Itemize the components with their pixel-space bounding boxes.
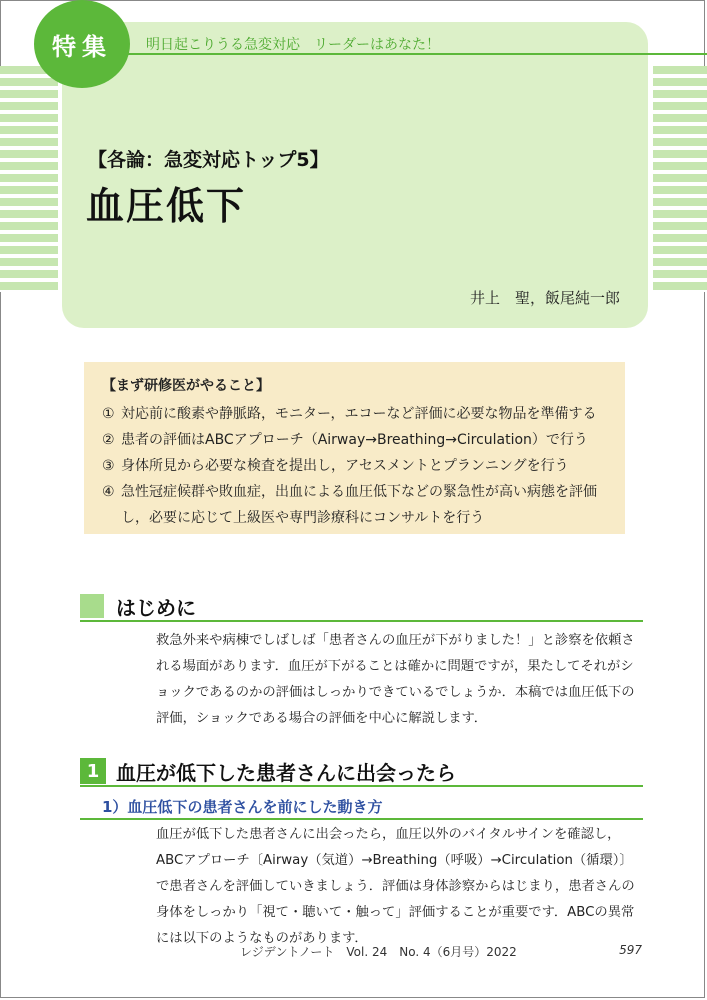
intro-paragraph-block [142, 628, 646, 732]
todo-item-number: ④ [102, 484, 115, 500]
todo-item [102, 479, 611, 531]
todo-item-text: 急性冠症候群や敗血症，出血による血圧低下などの緊急性が高い病態を評価し，必要に応じて上級医や専門診療科にコンサルトを行う [121, 484, 597, 526]
decorative-stripes-left [0, 66, 58, 292]
todo-item [102, 401, 611, 427]
intro-heading-bar [80, 592, 643, 622]
decorative-stripes-right [653, 66, 707, 292]
todo-item-text: 対応前に酸素や静脈路，モニター，エコーなど評価に必要な物品を準備する [121, 406, 597, 422]
todo-item-number: ③ [102, 458, 115, 474]
intro-heading: はじめに [116, 596, 196, 620]
subsection-heading: 1）血圧低下の患者さんを前にした動き方 [102, 798, 383, 816]
intro-paragraph: 救急外来や病棟でしばしば「患者さんの血圧が下がりました！」と診察を依頼される場面があります．血圧が下がることは確かに問題ですが，果たしてそれがショックであるのかの評価はしっかりできているでしょうか．本稿では血圧低下の評価，ショックである場合の評価を中心に解説します． [156, 633, 635, 726]
feature-badge: 特集 [34, 0, 130, 88]
article-authors: 井上 聖，飯尾純一郎 [469, 289, 620, 307]
todo-item-text: 患者の評価はABCアプローチ（Airway→Breathing→Circulation）で行う [121, 432, 588, 448]
todo-item [102, 427, 611, 453]
todo-item-number: ① [102, 406, 115, 422]
subsection-rule [80, 818, 643, 820]
article-subtitle: 【各論：急変対応トップ5】 [88, 149, 329, 171]
section1-paragraph: 血圧が低下した患者さんに出会ったら，血圧以外のバイタルサインを確認し，ABCアプローチ〔Airway（気道）→Breathing（呼吸）→Circulation（循環）〕で患者さんを評価していきましょう．評価は身体診察からはじまり，患者さんの身体をしっかり「視て・聴いて・触って」評価することが重要です．ABCの異常には以下のようなものがあります． [156, 827, 635, 946]
section1-paragraph-block [142, 822, 646, 952]
series-title: 明日起こりうる急変対応 リーダーはあなた！ [146, 37, 440, 53]
todo-item-text: 身体所見から必要な検査を提出し，アセスメントとプランニングを行う [121, 458, 569, 474]
section1-heading-bar [80, 757, 643, 787]
section-marker-icon [80, 594, 104, 618]
page-number: 597 [619, 943, 642, 957]
journal-footer: レジデントノート Vol. 24 No. 4（6月号）2022 [240, 945, 517, 959]
todo-box [84, 362, 625, 534]
todo-item [102, 453, 611, 479]
section-number-badge: 1 [80, 758, 106, 784]
section1-heading: 血圧が低下した患者さんに出会ったら [116, 761, 456, 785]
todo-item-number: ② [102, 432, 115, 448]
todo-title: 【まず研修医がやること】 [102, 378, 270, 394]
article-title: 血圧低下 [86, 184, 247, 228]
